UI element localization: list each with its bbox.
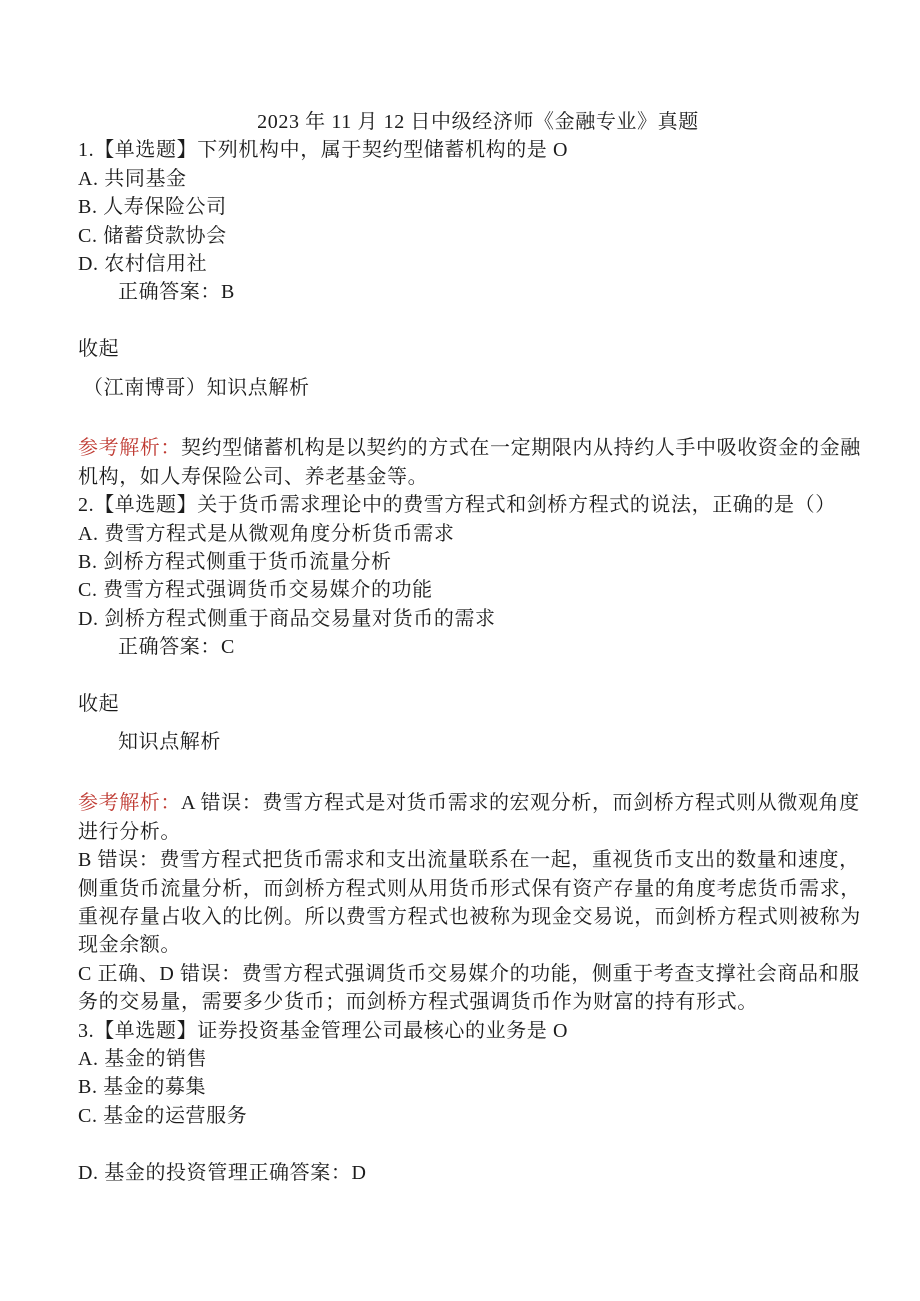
option-line: A. 共同基金 bbox=[78, 167, 187, 190]
blank-line bbox=[78, 1130, 878, 1158]
knowledge-note: 知识点解析 bbox=[118, 731, 221, 754]
option-line: C. 储蓄贷款协会 bbox=[78, 224, 227, 247]
blank-line bbox=[78, 662, 878, 690]
option-line: B. 基金的募集 bbox=[78, 1076, 207, 1099]
option-line: D. 农村信用社 bbox=[78, 253, 208, 276]
blank-line bbox=[78, 402, 878, 430]
question-line: 1.【单选题】下列机构中，属于契约型储蓄机构的是 O bbox=[78, 139, 569, 162]
collapse-label: 收起 bbox=[78, 693, 120, 716]
answer-line: 正确答案：C bbox=[118, 636, 235, 659]
blank-line bbox=[78, 307, 878, 335]
analysis-text: 契约型储蓄机构是以契约的方式在一定期限内从持约人手中吸收资金的金融机构，如人寿保险公司、养老基金等。 bbox=[78, 437, 861, 488]
option-line: D. 剑桥方程式侧重于商品交易量对货币的需求 bbox=[78, 607, 496, 630]
document-body bbox=[78, 136, 878, 1187]
option-line: A. 费雪方程式是从微观角度分析货币需求 bbox=[78, 522, 455, 545]
analysis-paragraph: C 正确、D 错误：费雪方程式强调货币交易媒介的功能，侧重于考查支撑社会商品和服务的交易量，需要多少货币；而剑桥方程式强调货币作为财富的持有形式。 bbox=[78, 962, 860, 1014]
analysis-paragraph bbox=[78, 789, 878, 846]
option-line: D. 基金的投资管理正确答案：D bbox=[78, 1161, 367, 1184]
blank-line bbox=[78, 757, 878, 785]
question-line: 2.【单选题】关于货币需求理论中的费雪方程式和剑桥方程式的说法，正确的是（） bbox=[78, 494, 836, 517]
page-title: 2023 年 11 月 12 日中级经济师《金融专业》真题 bbox=[257, 111, 699, 133]
analysis-paragraph: B 错误：费雪方程式把货币需求和支出流量联系在一起，重视货币支出的数量和速度，侧重货币流量分析，而剑桥方程式则从用货币形式保有资产存量的角度考虑货币需求，重视存量占收入的比例。所以费雪方程式也被称为现金交易说，而剑桥方程式则被称为现金余额。 bbox=[78, 849, 861, 957]
knowledge-note: （江南博哥）知识点解析 bbox=[83, 376, 310, 399]
analysis-text: A 错误：费雪方程式是对货币需求的宏观分析，而剑桥方程式则从微观角度进行分析。 bbox=[78, 792, 860, 843]
option-line: A. 基金的销售 bbox=[78, 1047, 208, 1070]
analysis-label: 参考解析： bbox=[78, 792, 181, 815]
question-line: 3.【单选题】证券投资基金管理公司最核心的业务是 O bbox=[78, 1019, 569, 1042]
option-line: C. 费雪方程式强调货币交易媒介的功能 bbox=[78, 579, 433, 602]
option-line: B. 人寿保险公司 bbox=[78, 196, 227, 219]
answer-line: 正确答案：B bbox=[118, 281, 235, 304]
option-line: B. 剑桥方程式侧重于货币流量分析 bbox=[78, 551, 392, 574]
option-line: C. 基金的运营服务 bbox=[78, 1104, 248, 1127]
analysis-paragraph bbox=[78, 434, 878, 491]
collapse-label: 收起 bbox=[78, 338, 120, 361]
analysis-label: 参考解析： bbox=[78, 437, 181, 460]
